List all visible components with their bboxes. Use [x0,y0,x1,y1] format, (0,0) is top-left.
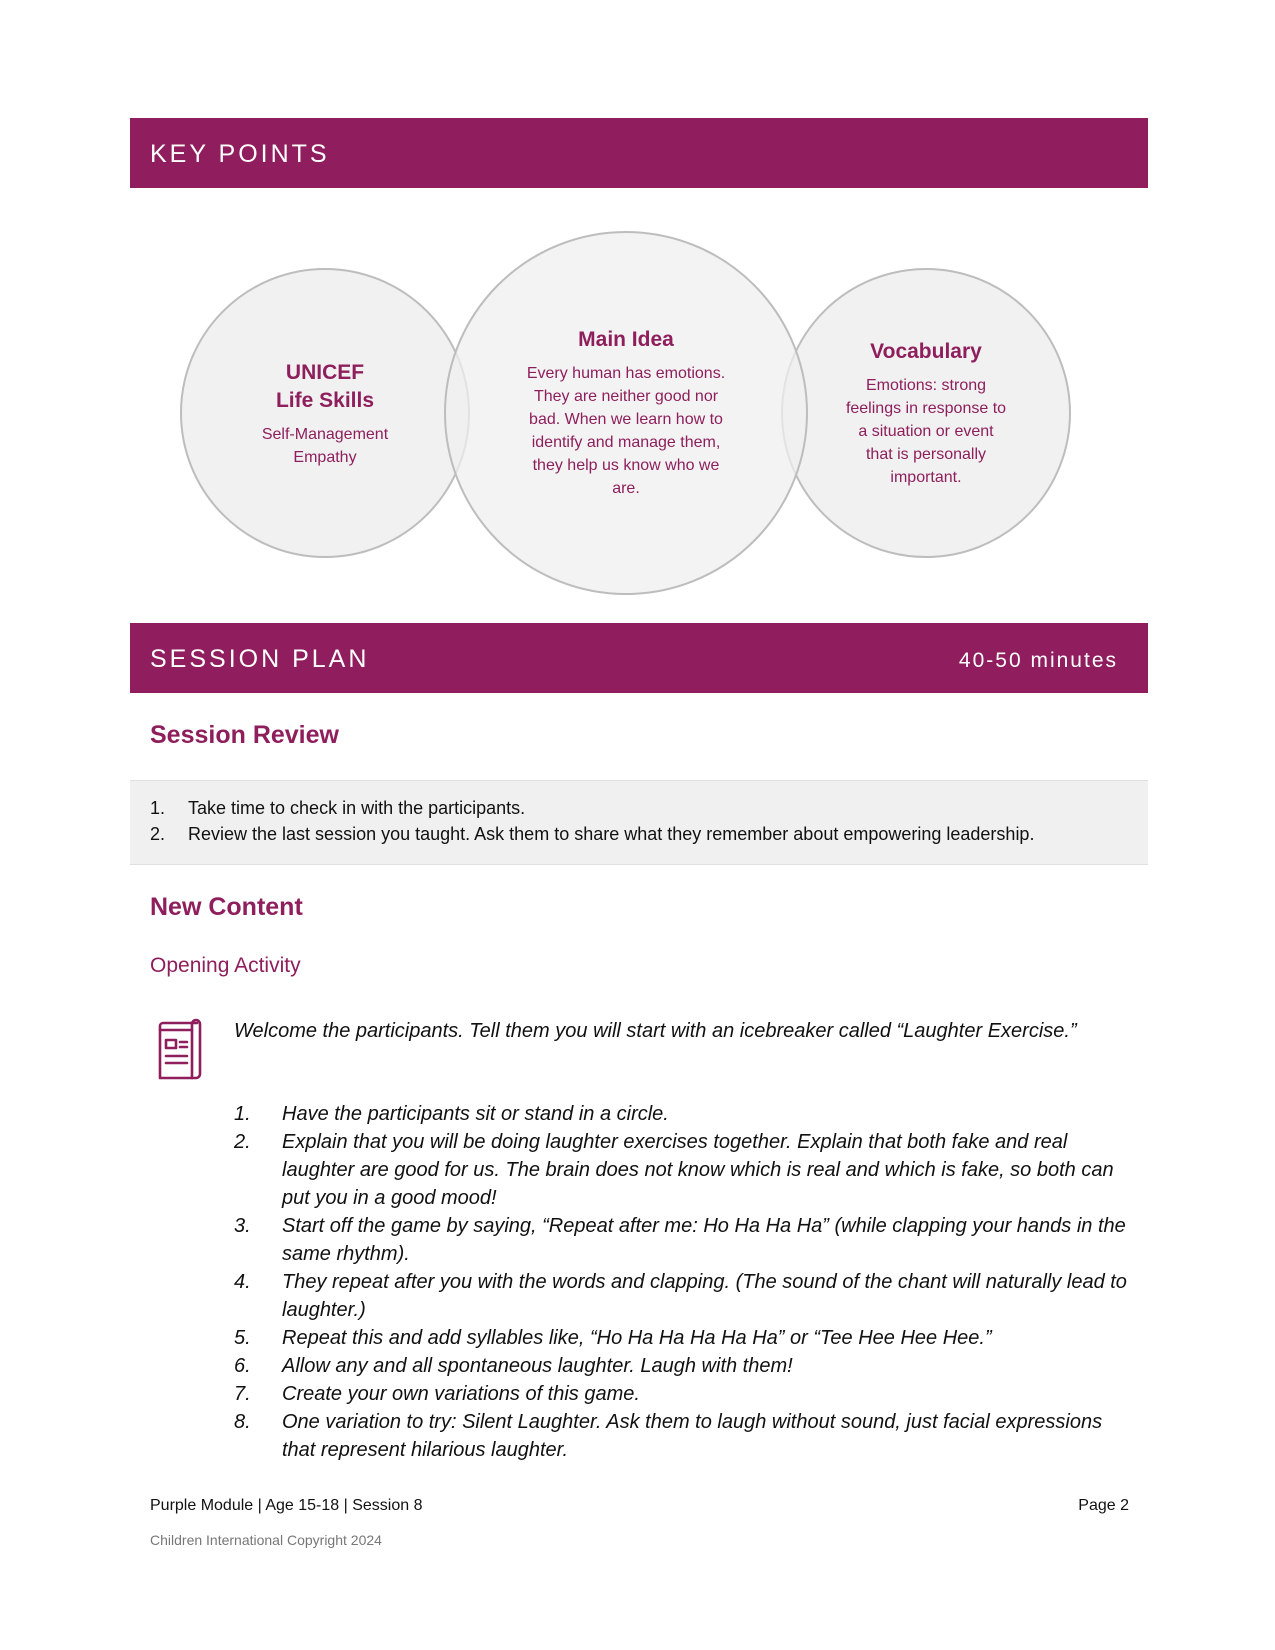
script-document-icon [156,1018,208,1082]
session-plan-title: SESSION PLAN [150,645,370,673]
session-duration: 40-50 minutes [958,649,1118,672]
key-points-venn [0,0,1275,620]
activity-step: 3. Start off the game by saying, “Repeat after me: Ho Ha Ha Ha” (while clapping your hands in the same rhythm). [234,1215,1126,1265]
footer-page-number: Page 2 [1078,1497,1129,1514]
key-points-title: KEY POINTS [150,140,330,168]
activity-step: 6. Allow any and all spontaneous laughter. Laugh with them! [234,1355,793,1377]
life-skills-heading: UNICEF Life Skills [275,361,375,412]
activity-intro: Welcome the participants. Tell them you will start with an icebreaker called “Laughter Exercise.” [234,1020,1077,1042]
activity-step: 4. They repeat after you with the words and clapping. (The sound of the chant will naturally lead to laughter.) [234,1271,1127,1321]
review-item: 2. Review the last session you taught. Ask them to share what they remember about empowering leadership. [150,824,1035,844]
activity-step: 5. Repeat this and add syllables like, “Ho Ha Ha Ha Ha Ha” or “Tee Hee Hee Hee.” [234,1327,992,1349]
main-idea-body: Every human has emotions. They are neither good nor bad. When we learn how to identify and manage them, they help us know who we are. [526,365,726,497]
activity-step: 1. Have the participants sit or stand in a circle. [234,1103,669,1125]
activity-step: 7. Create your own variations of this game. [234,1383,640,1405]
new-content-heading: New Content [150,893,303,921]
life-skills-text [225,359,425,469]
session-review-heading: Session Review [150,721,339,749]
vocabulary-heading: Vocabulary [870,340,982,363]
review-item: 1. Take time to check in with the participants. [150,798,526,818]
footer-module-info: Purple Module | Age 15-18 | Session 8 [150,1497,423,1514]
session-plan-banner [130,623,1148,693]
session-review-box [130,780,1148,865]
footer-copyright: Children International Copyright 2024 [150,1532,382,1548]
life-skills-body: Self-Management Empathy [261,426,389,466]
vocabulary-text [816,338,1036,489]
activity-step: 8. One variation to try: Silent Laughter. Ask them to laugh without sound, just facial expressions that represent hilarious laughter. [234,1411,1103,1461]
opening-activity-heading: Opening Activity [150,954,301,977]
main-idea-heading: Main Idea [578,328,674,351]
vocabulary-body: Emotions: strong feelings in response to a situation or event that is personally important. [845,377,1007,486]
activity-step: 2. Explain that you will be doing laughter exercises together. Explain that both fake and real laughter are good for us. The brain does not know which is real and which is fake, so both can put you in a good mood! [234,1131,1114,1209]
activity-steps-list [234,1100,1134,1464]
main-idea-text [496,326,756,500]
